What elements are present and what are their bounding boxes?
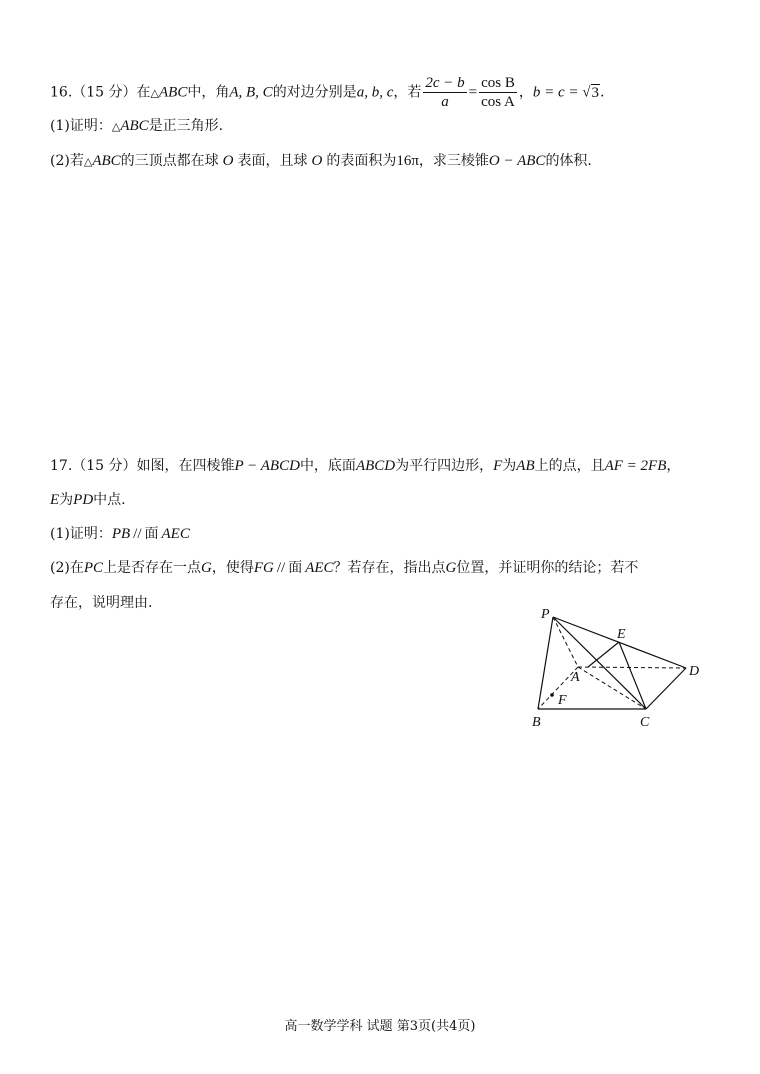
parallel-symbol: // bbox=[133, 526, 142, 542]
math: AEC bbox=[305, 560, 334, 576]
math: ABC bbox=[92, 153, 121, 169]
equals: = bbox=[468, 84, 478, 101]
q16-stem bbox=[50, 74, 604, 111]
edge-cd bbox=[646, 668, 686, 709]
text: ， bbox=[666, 458, 681, 474]
q17-stem bbox=[50, 456, 680, 476]
sqrt-symbol: √ bbox=[582, 84, 591, 101]
text: ？若存在，指出点 bbox=[333, 560, 446, 576]
text: 中点. bbox=[93, 492, 126, 508]
text: 的三顶点都在球 bbox=[120, 153, 219, 169]
q16-score: （15 分） bbox=[72, 84, 137, 101]
math: P − ABCD bbox=[234, 458, 300, 474]
text: ， bbox=[518, 84, 533, 101]
text: 上的点，且 bbox=[534, 458, 605, 474]
text: 位置，并证明你的结论；若不 bbox=[456, 560, 639, 576]
math: ABC bbox=[159, 84, 188, 101]
text: 的体积. bbox=[545, 153, 592, 169]
label-c: C bbox=[640, 715, 650, 730]
pyramid-figure bbox=[520, 600, 720, 735]
math: AF = 2FB bbox=[604, 458, 667, 474]
text: 存在，说明理由. bbox=[50, 595, 153, 611]
label: (1)证明： bbox=[50, 526, 112, 542]
text: 为 bbox=[502, 458, 517, 474]
fraction-lhs bbox=[423, 74, 466, 111]
label-p: P bbox=[541, 607, 550, 622]
q16-part2 bbox=[50, 151, 592, 172]
label: (1)证明： bbox=[50, 118, 112, 134]
math: 16π bbox=[396, 153, 419, 169]
q17-part2-line2 bbox=[50, 593, 152, 613]
math: AEC bbox=[161, 526, 190, 542]
text: ，若 bbox=[393, 84, 422, 101]
q17-stem-line2 bbox=[50, 490, 126, 510]
sqrt-value: 3 bbox=[591, 84, 599, 101]
text: 中，角 bbox=[187, 84, 230, 101]
label: (2)在 bbox=[50, 560, 84, 576]
numerator: 2c − b bbox=[425, 75, 465, 91]
math: AB bbox=[516, 458, 535, 474]
math: PD bbox=[73, 492, 94, 508]
math: FG bbox=[253, 560, 274, 576]
edge-pc bbox=[553, 617, 646, 709]
math: F bbox=[493, 458, 503, 474]
edge-ad bbox=[578, 667, 686, 668]
math: O bbox=[311, 153, 323, 169]
text: 是正三角形. bbox=[148, 118, 224, 134]
q16-number: 16. bbox=[50, 84, 73, 101]
math: b = c = bbox=[532, 84, 583, 101]
text: 面 bbox=[144, 526, 159, 542]
segment-ec bbox=[619, 642, 646, 709]
text: 上是否存在一点 bbox=[103, 560, 202, 576]
text: 在 bbox=[136, 84, 151, 101]
segment-ac bbox=[578, 667, 646, 709]
q17-number: 17. bbox=[50, 458, 73, 474]
text: 为平行四边形， bbox=[395, 458, 494, 474]
math: PC bbox=[83, 560, 104, 576]
text: ，使得 bbox=[211, 560, 254, 576]
q17-part1 bbox=[50, 524, 190, 544]
label: (2)若 bbox=[50, 153, 84, 169]
math: A, B, C bbox=[229, 84, 273, 101]
triangle-symbol: △ bbox=[83, 155, 93, 168]
label-a: A bbox=[571, 670, 580, 685]
text: 表面，且球 bbox=[237, 153, 308, 169]
math: O bbox=[222, 153, 234, 169]
parallel-symbol: // bbox=[276, 560, 286, 576]
denominator: cos A bbox=[481, 94, 515, 110]
numerator: cos B bbox=[481, 75, 515, 91]
page-footer: 高一数学学科 试题 第3页(共4页) bbox=[284, 1019, 476, 1034]
q16-part1 bbox=[50, 116, 223, 137]
text: 中，底面 bbox=[299, 458, 356, 474]
text: . bbox=[600, 84, 605, 101]
text: 如图，在四棱锥 bbox=[136, 458, 235, 474]
math: a, b, c bbox=[356, 84, 394, 101]
label-d: D bbox=[689, 664, 700, 679]
fraction-rhs bbox=[479, 74, 517, 111]
label-f: F bbox=[558, 693, 567, 708]
triangle-symbol: △ bbox=[150, 86, 159, 100]
text: ，求三棱锥 bbox=[418, 153, 489, 169]
label-b: B bbox=[532, 715, 541, 730]
math: ABCD bbox=[355, 458, 396, 474]
math: O − ABC bbox=[488, 153, 546, 169]
label-e: E bbox=[617, 627, 626, 642]
math: ABC bbox=[120, 118, 149, 134]
q17-part2 bbox=[50, 558, 638, 578]
denominator: a bbox=[441, 94, 449, 110]
math: PB bbox=[111, 526, 131, 542]
text: 为 bbox=[59, 492, 74, 508]
math: G bbox=[201, 560, 212, 576]
text: 的表面积为 bbox=[326, 153, 397, 169]
segment-ea bbox=[588, 642, 619, 667]
math: E bbox=[50, 492, 60, 508]
text: 的对边分别是 bbox=[272, 84, 357, 101]
text: 面 bbox=[288, 560, 303, 576]
point-f bbox=[550, 693, 554, 697]
q17-score: （15 分） bbox=[72, 458, 137, 474]
edge-pa bbox=[553, 617, 578, 667]
math: G bbox=[445, 560, 457, 576]
triangle-symbol: △ bbox=[111, 120, 121, 133]
